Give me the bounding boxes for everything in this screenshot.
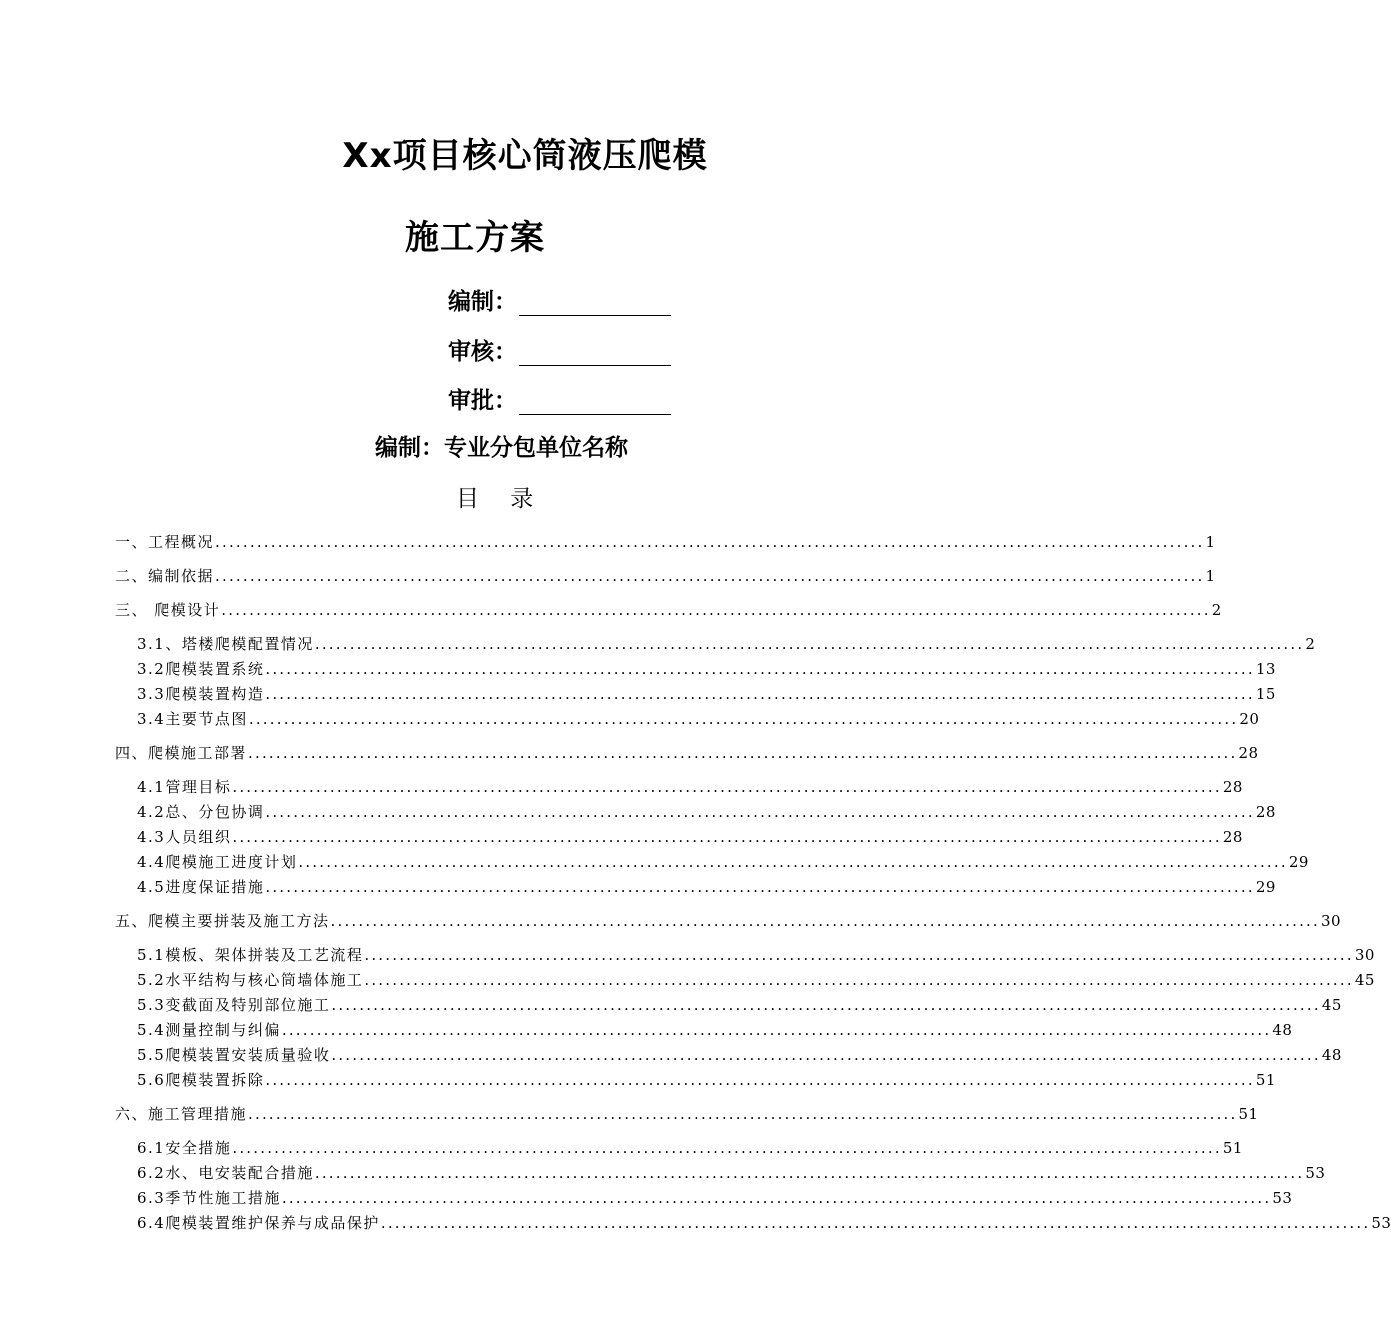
review-signature-line xyxy=(519,345,671,366)
toc-heading: 目 录 xyxy=(456,486,546,512)
toc-entry[interactable] xyxy=(115,1018,1293,1043)
toc-entry[interactable] xyxy=(115,968,1375,993)
toc-entry-label: 二、编制依据 xyxy=(115,567,215,585)
compile-label: 编制： xyxy=(448,289,517,315)
toc-leader-dots: .............................................................................................................................................. xyxy=(232,778,1222,796)
toc-leader-dots: .............................................................................................................................................. xyxy=(265,660,1255,678)
toc-entry-page: 13 xyxy=(1255,660,1276,678)
toc-entry-label: 6.4爬模装置维护保养与成品保护 xyxy=(137,1214,380,1232)
toc-leader-dots: .............................................................................................................................................. xyxy=(298,853,1288,871)
compile-signoff-row xyxy=(448,283,671,316)
toc-leader-dots: .............................................................................................................................................. xyxy=(380,1214,1371,1232)
toc-leader-dots: .............................................................................................................................................. xyxy=(215,567,1205,585)
toc-entry-page: 29 xyxy=(1288,853,1309,871)
toc-entry-label: 3.2爬模装置系统 xyxy=(137,660,265,678)
toc-entry[interactable] xyxy=(115,1136,1243,1161)
toc-entry[interactable] xyxy=(115,775,1243,800)
toc-entry[interactable] xyxy=(115,598,1222,623)
toc-entry-label: 五、爬模主要拼装及施工方法 xyxy=(115,912,330,930)
toc-entry-label: 4.4爬模施工进度计划 xyxy=(137,853,298,871)
toc-entry[interactable] xyxy=(115,1186,1293,1211)
toc-entry-label: 3.1、塔楼爬模配置情况 xyxy=(137,635,314,653)
approve-signoff-row xyxy=(448,382,671,415)
toc-entry-page: 48 xyxy=(1272,1021,1293,1039)
toc-entry-label: 4.2总、分包协调 xyxy=(137,803,265,821)
toc-leader-dots: .............................................................................................................................................. xyxy=(314,635,1305,653)
toc-entry-page: 28 xyxy=(1255,803,1276,821)
toc-leader-dots: .............................................................................................................................................. xyxy=(265,1071,1255,1089)
toc-leader-dots: .............................................................................................................................................. xyxy=(248,710,1239,728)
toc-leader-dots: .............................................................................................................................................. xyxy=(331,1046,1321,1064)
toc-entry-label: 六、施工管理措施 xyxy=(115,1105,248,1123)
toc-entry-page: 15 xyxy=(1255,685,1276,703)
toc-entry-page: 53 xyxy=(1272,1189,1293,1207)
toc-leader-dots: .............................................................................................................................................. xyxy=(281,1189,1272,1207)
toc-entry[interactable] xyxy=(115,1211,1391,1236)
toc-entry[interactable] xyxy=(115,657,1276,682)
toc-entry[interactable] xyxy=(115,1043,1342,1068)
toc-leader-dots: .............................................................................................................................................. xyxy=(281,1021,1272,1039)
toc-leader-dots: .............................................................................................................................................. xyxy=(314,1164,1305,1182)
toc-entry[interactable] xyxy=(115,530,1216,555)
toc-entry[interactable] xyxy=(115,875,1276,900)
toc-leader-dots: .............................................................................................................................................. xyxy=(331,996,1321,1014)
toc-entry-page: 28 xyxy=(1222,778,1243,796)
toc-leader-dots: .............................................................................................................................................. xyxy=(265,878,1255,896)
toc-entry-label: 4.5进度保证措施 xyxy=(137,878,265,896)
toc-entry-page: 30 xyxy=(1320,912,1342,930)
toc-entry-page: 51 xyxy=(1255,1071,1276,1089)
toc-leader-dots: .............................................................................................................................................. xyxy=(232,1139,1222,1157)
document-title-line-1: Xx项目核心筒液压爬模 xyxy=(342,136,708,176)
toc-entry-page: 45 xyxy=(1321,996,1342,1014)
review-signoff-row xyxy=(448,333,671,366)
toc-entry[interactable] xyxy=(115,1102,1259,1127)
toc-entry-label: 5.4测量控制与纠偏 xyxy=(137,1021,281,1039)
toc-entry[interactable] xyxy=(115,825,1243,850)
toc-entry-page: 53 xyxy=(1305,1164,1326,1182)
table-of-contents xyxy=(115,530,1391,1236)
toc-entry[interactable] xyxy=(115,909,1342,934)
toc-leader-dots: .............................................................................................................................................. xyxy=(215,533,1205,551)
toc-entry[interactable] xyxy=(115,1161,1326,1186)
toc-entry-label: 三、 爬模设计 xyxy=(115,601,221,619)
toc-entry-label: 4.1管理目标 xyxy=(137,778,232,796)
toc-entry-page: 48 xyxy=(1321,1046,1342,1064)
approve-signature-line xyxy=(519,394,671,415)
toc-entry-page: 51 xyxy=(1238,1105,1259,1123)
toc-leader-dots: .............................................................................................................................................. xyxy=(364,971,1354,989)
toc-leader-dots: .............................................................................................................................................. xyxy=(232,828,1222,846)
toc-entry[interactable] xyxy=(115,741,1259,766)
toc-leader-dots: .............................................................................................................................................. xyxy=(265,803,1255,821)
approve-label: 审批： xyxy=(448,388,517,414)
toc-entry-label: 四、爬模施工部署 xyxy=(115,744,248,762)
toc-entry-label: 5.2水平结构与核心筒墙体施工 xyxy=(137,971,364,989)
toc-entry-page: 20 xyxy=(1239,710,1260,728)
review-label: 审核： xyxy=(448,339,517,365)
toc-entry-page: 53 xyxy=(1371,1214,1391,1232)
toc-entry-page: 28 xyxy=(1238,744,1259,762)
toc-entry-page: 28 xyxy=(1222,828,1243,846)
toc-entry-label: 5.6爬模装置拆除 xyxy=(137,1071,265,1089)
toc-leader-dots: .............................................................................................................................................. xyxy=(248,744,1238,762)
toc-entry[interactable] xyxy=(115,707,1260,732)
toc-entry[interactable] xyxy=(115,1068,1276,1093)
toc-entry-label: 3.3爬模装置构造 xyxy=(137,685,265,703)
toc-entry-page: 45 xyxy=(1354,971,1375,989)
toc-entry[interactable] xyxy=(115,850,1309,875)
toc-entry[interactable] xyxy=(115,993,1342,1018)
toc-entry-page: 29 xyxy=(1255,878,1276,896)
toc-leader-dots: .............................................................................................................................................. xyxy=(265,685,1255,703)
document-title-line-2: 施工方案 xyxy=(405,218,545,258)
toc-entry[interactable] xyxy=(115,943,1375,968)
toc-leader-dots: .............................................................................................................................................. xyxy=(248,1105,1238,1123)
toc-entry[interactable] xyxy=(115,564,1216,589)
toc-entry-page: 2 xyxy=(1305,635,1316,653)
toc-entry-label: 5.3变截面及特别部位施工 xyxy=(137,996,331,1014)
compile-signature-line xyxy=(519,295,671,316)
toc-leader-dots: .............................................................................................................................................. xyxy=(364,946,1354,964)
toc-entry-page: 1 xyxy=(1205,567,1216,585)
toc-entry-label: 3.4主要节点图 xyxy=(137,710,248,728)
toc-entry-label: 6.2水、电安装配合措施 xyxy=(137,1164,314,1182)
toc-entry[interactable] xyxy=(115,800,1276,825)
toc-leader-dots: .............................................................................................................................................. xyxy=(221,601,1211,619)
toc-entry-label: 6.1安全措施 xyxy=(137,1139,232,1157)
toc-entry-label: 6.3季节性施工措施 xyxy=(137,1189,281,1207)
toc-entry-label: 5.5爬模装置安装质量验收 xyxy=(137,1046,331,1064)
toc-entry[interactable] xyxy=(115,682,1276,707)
toc-entry-label: 一、工程概况 xyxy=(115,533,215,551)
toc-entry[interactable] xyxy=(115,632,1316,657)
toc-entry-page: 51 xyxy=(1222,1139,1243,1157)
toc-entry-page: 30 xyxy=(1354,946,1375,964)
organization-line: 编制：专业分包单位名称 xyxy=(375,435,628,461)
toc-entry-page: 1 xyxy=(1205,533,1216,551)
toc-entry-label: 5.1模板、架体拼装及工艺流程 xyxy=(137,946,364,964)
toc-entry-label: 4.3人员组织 xyxy=(137,828,232,846)
toc-entry-page: 2 xyxy=(1211,601,1222,619)
toc-leader-dots: .............................................................................................................................................. xyxy=(330,912,1320,930)
